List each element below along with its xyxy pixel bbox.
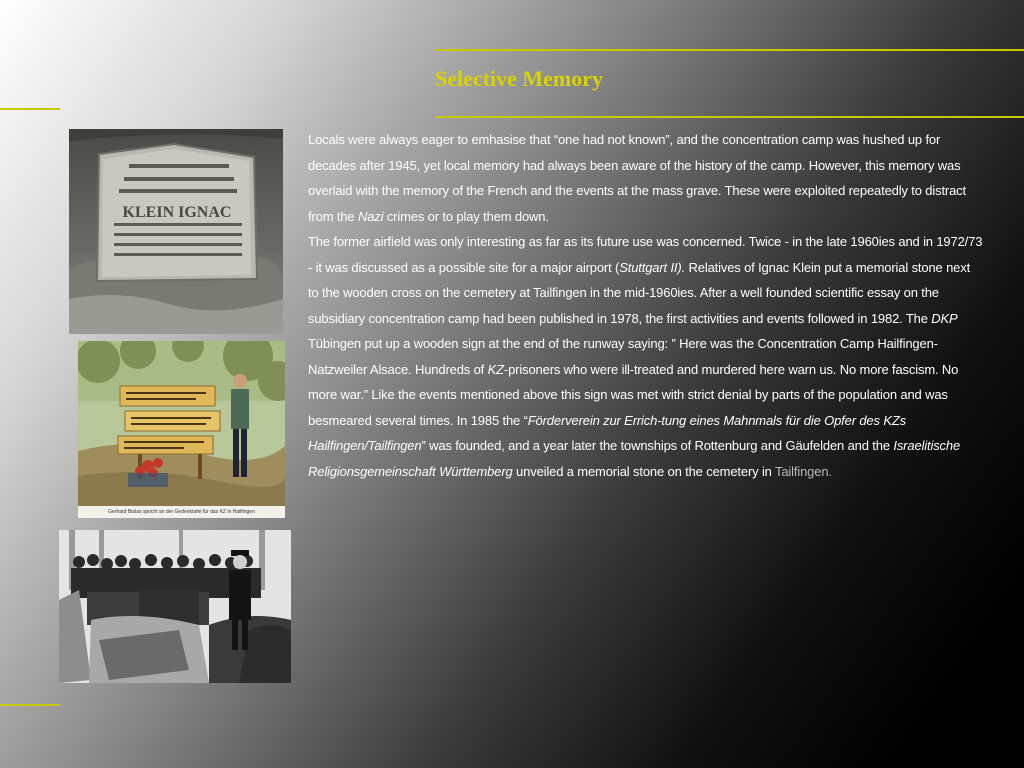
text-run: Locals were always eager to emhasise that “one had not known”, and the concentration camp was hushed up for decades after 1945, yet local memory had always been aware of the history of the camp. However, this memory was overlaid with the memory of the French and the events at the mass grave. These were exploited repeatedly to distract from the — [308, 132, 966, 224]
italic-term: Nazi — [357, 208, 384, 224]
ceremony-photo — [59, 530, 291, 683]
ceremony-image — [59, 530, 291, 683]
left-accent-rule-bottom — [0, 704, 60, 706]
memorial-stone-image — [69, 129, 283, 334]
italic-term: Stuttgart II). — [619, 259, 686, 275]
text-run: -prisoners who were ill-treated and murdered here warn us. No more fascism. No more war.” Like the events mentioned above this sign was met with strict denial by parts of the population and was besmeared several times. In 1985 the “ — [308, 361, 959, 428]
text-run: unveiled a memorial stone on the cemetery in — [512, 463, 775, 479]
text-run: Relatives of Ignac Klein put a memorial stone next to the wooden cross on the cemetery at Tailfingen in the mid-1960ies. After a well founded scientific essay on the subsidiary concentration camp had been published in 1978, the first activities and events followed in 1982. The — [308, 259, 971, 326]
wooden-sign-image — [78, 341, 285, 518]
paragraph-1 — [308, 127, 983, 229]
stone-inscription: KLEIN IGNAC — [122, 204, 232, 221]
wooden-sign-photo — [78, 341, 285, 518]
memorial-stone-photo — [69, 129, 283, 334]
italic-term: Israelitische Religionsgemeinschaft Württemberg — [308, 438, 961, 479]
title-underline-rule — [435, 116, 1024, 118]
top-accent-rule — [435, 49, 1024, 51]
slide-title: Selective Memory — [435, 66, 603, 91]
italic-term: DKP — [931, 310, 958, 326]
left-accent-rule-top — [0, 108, 60, 110]
text-run: The former airfield was only interesting as far as its future use was concerned. Twice - in the late 1960ies and in 1972/73 - it was discussed as a possible site for a major airport ( — [308, 234, 983, 275]
text-run: Tübingen put up a wooden sign at the end of the runway saying: ” Here was the Concentration Camp Hailfingen-Natzweiler Alsace. Hundreds of — [308, 336, 938, 377]
italic-term: Förderverein zur Errich-tung eines Mahnmals für die Opfer des KZs Hailfingen/Tailfingen — [308, 412, 906, 453]
italic-term: KZ — [487, 361, 504, 377]
text-run: crimes or to play them down. — [383, 208, 549, 224]
text-run: Tailfingen. — [775, 463, 832, 479]
text-run: ” was founded, and a year later the townships of Rottenburg and Gäufelden and the — [421, 438, 894, 453]
photo-caption: Gerhard Bialas spricht an der Gedenktafel für das KZ in Hailfingen — [78, 506, 285, 518]
paragraph-2 — [308, 229, 983, 484]
body-text — [308, 127, 983, 484]
